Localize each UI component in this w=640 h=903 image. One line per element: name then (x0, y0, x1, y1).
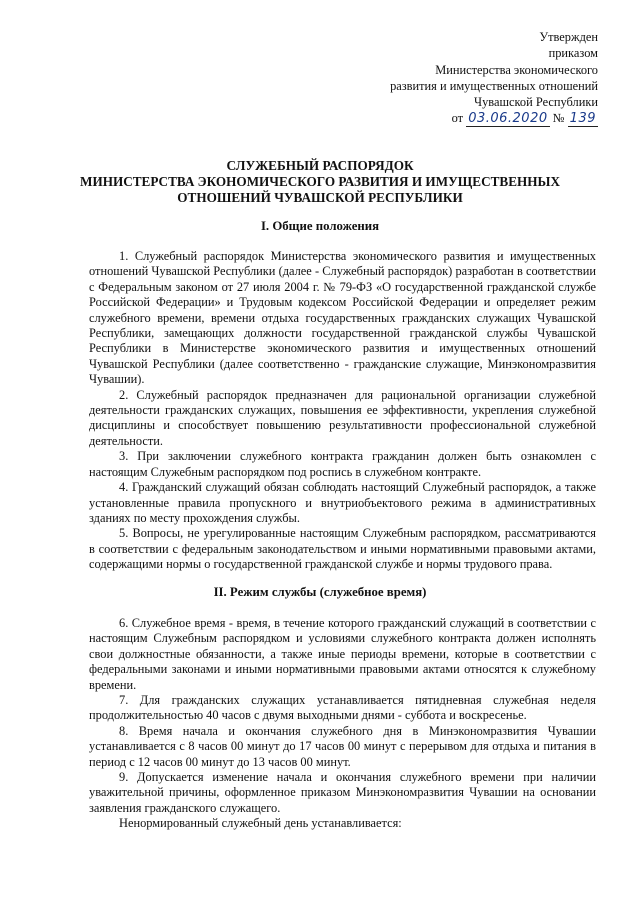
paragraph: 3. При заключении служебного контракта гражданин должен быть ознакомлен с настоящим Служебным распорядком под роспись в служебном контракте. (89, 449, 596, 479)
approval-block (390, 29, 598, 128)
approval-date-line (390, 110, 598, 127)
paragraph: 9. Допускается изменение начала и окончания служебного времени при наличии уважительной причины, оформленное приказом Минэкономразвития Чувашии на основании заявления гражданского служащего. (89, 770, 596, 815)
handwritten-number: 139 (569, 111, 596, 127)
paragraph: 2. Служебный распорядок предназначен для рациональной организации служебной деятельности гражданских служащих, повышения ее эффективности, укрепления служебной дисциплины и способствует повышению результативности профессиональной служебной деятельности. (89, 387, 596, 448)
date-prefix: от (451, 111, 464, 126)
paragraph: 5. Вопросы, не урегулированные настоящим Служебным распорядком, рассматриваются в соответствии с федеральным законодательством и иными нормативными правовыми актами, содержащими нормы о государственной гражданской службе и нормы трудового права. (89, 526, 596, 572)
number-prefix: № (552, 111, 565, 126)
paragraph: 8. Время начала и окончания служебного дня в Минэкономразвития Чувашии устанавливается с 8 часов 00 минут до 17 часов 00 минут с перерывом для отдыха и питания в период с 12 часов 00 минут до 13 часов 00 минут. (89, 723, 596, 769)
section-2-body (89, 616, 596, 832)
handwritten-date: 03.06.2020 (468, 111, 548, 127)
approval-line: Утвержден (539, 30, 598, 44)
paragraph: Ненормированный служебный день устанавливается: (119, 816, 402, 831)
approval-line: Министерства экономического (435, 62, 598, 77)
approval-line: развития и имущественных отношений (390, 78, 598, 93)
paragraph: 4. Гражданский служащий обязан соблюдать настоящий Служебный распорядок, а также установленные правила пропускного и внутриобъектового режима в административных зданиях по месту прохождения службы. (89, 480, 596, 525)
paragraph: 1. Служебный распорядок Министерства экономического развития и имущественных отношений Чувашской Республики (далее - Служебный распорядок) разработан в соответствии с Федеральным законом от 27 июля 2004 г. № 79-ФЗ «О государственной гражданской службе Российской Федерации» и Трудовым кодексом Российской Федерации и определяет режим служебного времени, времени отдыха государственных гражданских служащих Чувашской Республики, замещающих должности государственной гражданской службы Чувашской Республики в Министерстве экономического развития и имущественных отношений Чувашской Республики (далее соответственно - гражданские служащие, Минэкономразвития Чувашии). (89, 249, 596, 387)
title-line: СЛУЖЕБНЫЙ РАСПОРЯДОК (226, 158, 414, 173)
section-heading-2: II. Режим службы (служебное время) (213, 585, 427, 599)
approval-line: Чувашской Республики (474, 95, 598, 110)
title-line: ОТНОШЕНИЙ ЧУВАШСКОЙ РЕСПУБЛИКИ (177, 190, 463, 206)
document-title (40, 158, 600, 207)
paragraph: 7. Для гражданских служащих устанавливается пятидневная служебная неделя продолжительностью 40 часов с двумя выходными днями - суббота и воскресенье. (89, 693, 596, 723)
title-line: МИНИСТЕРСТВА ЭКОНОМИЧЕСКОГО РАЗВИТИЯ И ИМУЩЕСТВЕННЫХ (80, 174, 560, 190)
paragraph: 6. Служебное время - время, в течение которого гражданский служащий в соответствии с настоящим Служебным распорядком и условиями служебного контракта должен исполнять свои должностные обязанности, а также иные периоды времени, которые в соответствии с федеральными законами и иными нормативными правовыми актами относятся к служебному времени. (89, 616, 596, 692)
section-1-body (89, 249, 596, 573)
approval-line: приказом (548, 46, 598, 61)
section-heading-1: I. Общие положения (260, 219, 380, 233)
